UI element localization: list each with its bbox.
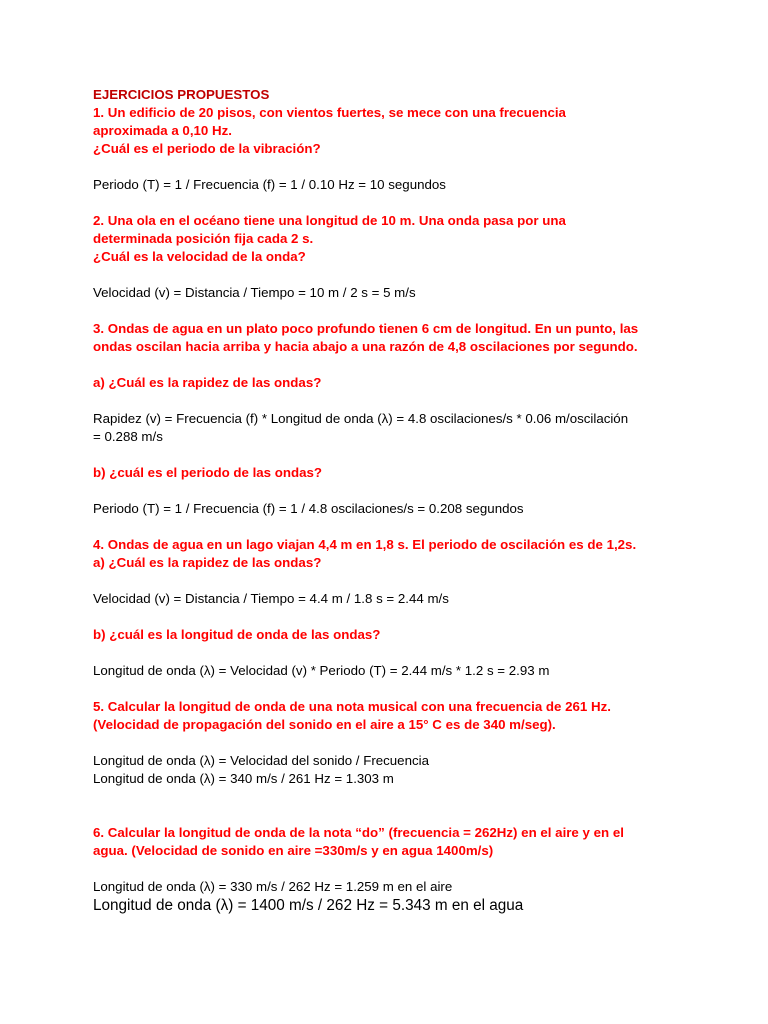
exercise-4-answer-a: Velocidad (v) = Distancia / Tiempo = 4.4 m / 1.8 s = 2.44 m/s — [93, 591, 449, 606]
spacer — [93, 392, 683, 410]
spacer — [93, 860, 683, 878]
exercise-6-answer-line-2: Longitud de onda (λ) = 1400 m/s / 262 Hz = 5.343 m en el agua — [93, 897, 524, 914]
exercise-3-answer-a-line-1: Rapidez (v) = Frecuencia (f) * Longitud de onda (λ) = 4.8 oscilaciones/s * 0.06 m/oscilación — [93, 411, 629, 426]
exercise-4-part-b-question: b) ¿cuál es la longitud de onda de las ondas? — [93, 627, 381, 642]
spacer — [93, 806, 683, 824]
spacer — [93, 680, 683, 698]
spacer — [93, 608, 683, 626]
spacer — [93, 734, 683, 752]
exercise-3-answer-a-line-2: = 0.288 m/s — [93, 429, 163, 444]
spacer — [93, 266, 683, 284]
exercise-3-part-b-question: b) ¿cuál es el periodo de las ondas? — [93, 465, 323, 480]
spacer — [93, 644, 683, 662]
exercise-1-answer: Periodo (T) = 1 / Frecuencia (f) = 1 / 0.10 Hz = 10 segundos — [93, 177, 446, 192]
exercise-1-question-line-2: aproximada a 0,10 Hz. — [93, 123, 232, 138]
spacer — [93, 788, 683, 806]
exercise-2-question-line-1: 2. Una ola en el océano tiene una longitud de 10 m. Una onda pasa por una — [93, 213, 566, 228]
exercise-2-question-line-3: ¿Cuál es la velocidad de la onda? — [93, 249, 306, 264]
spacer — [93, 302, 683, 320]
exercise-6-answer-line-1: Longitud de onda (λ) = 330 m/s / 262 Hz = 1.259 m en el aire — [93, 879, 453, 894]
spacer — [93, 482, 683, 500]
exercise-6-question-line-1: 6. Calcular la longitud de onda de la nota “do” (frecuencia = 262Hz) en el aire y en el — [93, 825, 624, 840]
exercise-5-answer-line-1: Longitud de onda (λ) = Velocidad del sonido / Frecuencia — [93, 753, 429, 768]
exercise-4-question-line-1: 4. Ondas de agua en un lago viajan 4,4 m en 1,8 s. El periodo de oscilación es de 1,2s. — [93, 537, 637, 552]
spacer — [93, 194, 683, 212]
document-title: EJERCICIOS PROPUESTOS — [93, 87, 270, 102]
document-body — [93, 86, 683, 916]
spacer — [93, 518, 683, 536]
exercise-3-question-line-2: ondas oscilan hacia arriba y hacia abajo a una razón de 4,8 oscilaciones por segundo. — [93, 339, 638, 354]
exercise-5-answer-line-2: Longitud de onda (λ) = 340 m/s / 261 Hz = 1.303 m — [93, 771, 394, 786]
exercise-3-part-a-question: a) ¿Cuál es la rapidez de las ondas? — [93, 375, 322, 390]
exercise-1-question-line-1: 1. Un edificio de 20 pisos, con vientos fuertes, se mece con una frecuencia — [93, 105, 566, 120]
exercise-2-answer: Velocidad (v) = Distancia / Tiempo = 10 m / 2 s = 5 m/s — [93, 285, 416, 300]
spacer — [93, 158, 683, 176]
spacer — [93, 446, 683, 464]
exercise-3-question-line-1: 3. Ondas de agua en un plato poco profundo tienen 6 cm de longitud. En un punto, las — [93, 321, 639, 336]
exercise-1-question-line-3: ¿Cuál es el periodo de la vibración? — [93, 141, 321, 156]
exercise-2-question-line-2: determinada posición fija cada 2 s. — [93, 231, 314, 246]
exercise-5-question-line-2: (Velocidad de propagación del sonido en el aire a 15° C es de 340 m/seg). — [93, 717, 556, 732]
spacer — [93, 572, 683, 590]
exercise-6-question-line-2: agua. (Velocidad de sonido en aire =330m/s y en agua 1400m/s) — [93, 843, 494, 858]
exercise-3-answer-b: Periodo (T) = 1 / Frecuencia (f) = 1 / 4.8 oscilaciones/s = 0.208 segundos — [93, 501, 524, 516]
exercise-4-answer-b: Longitud de onda (λ) = Velocidad (v) * Periodo (T) = 2.44 m/s * 1.2 s = 2.93 m — [93, 663, 550, 678]
exercise-5-question-line-1: 5. Calcular la longitud de onda de una nota musical con una frecuencia de 261 Hz. — [93, 699, 611, 714]
spacer — [93, 356, 683, 374]
exercise-4-question-line-2: a) ¿Cuál es la rapidez de las ondas? — [93, 555, 322, 570]
